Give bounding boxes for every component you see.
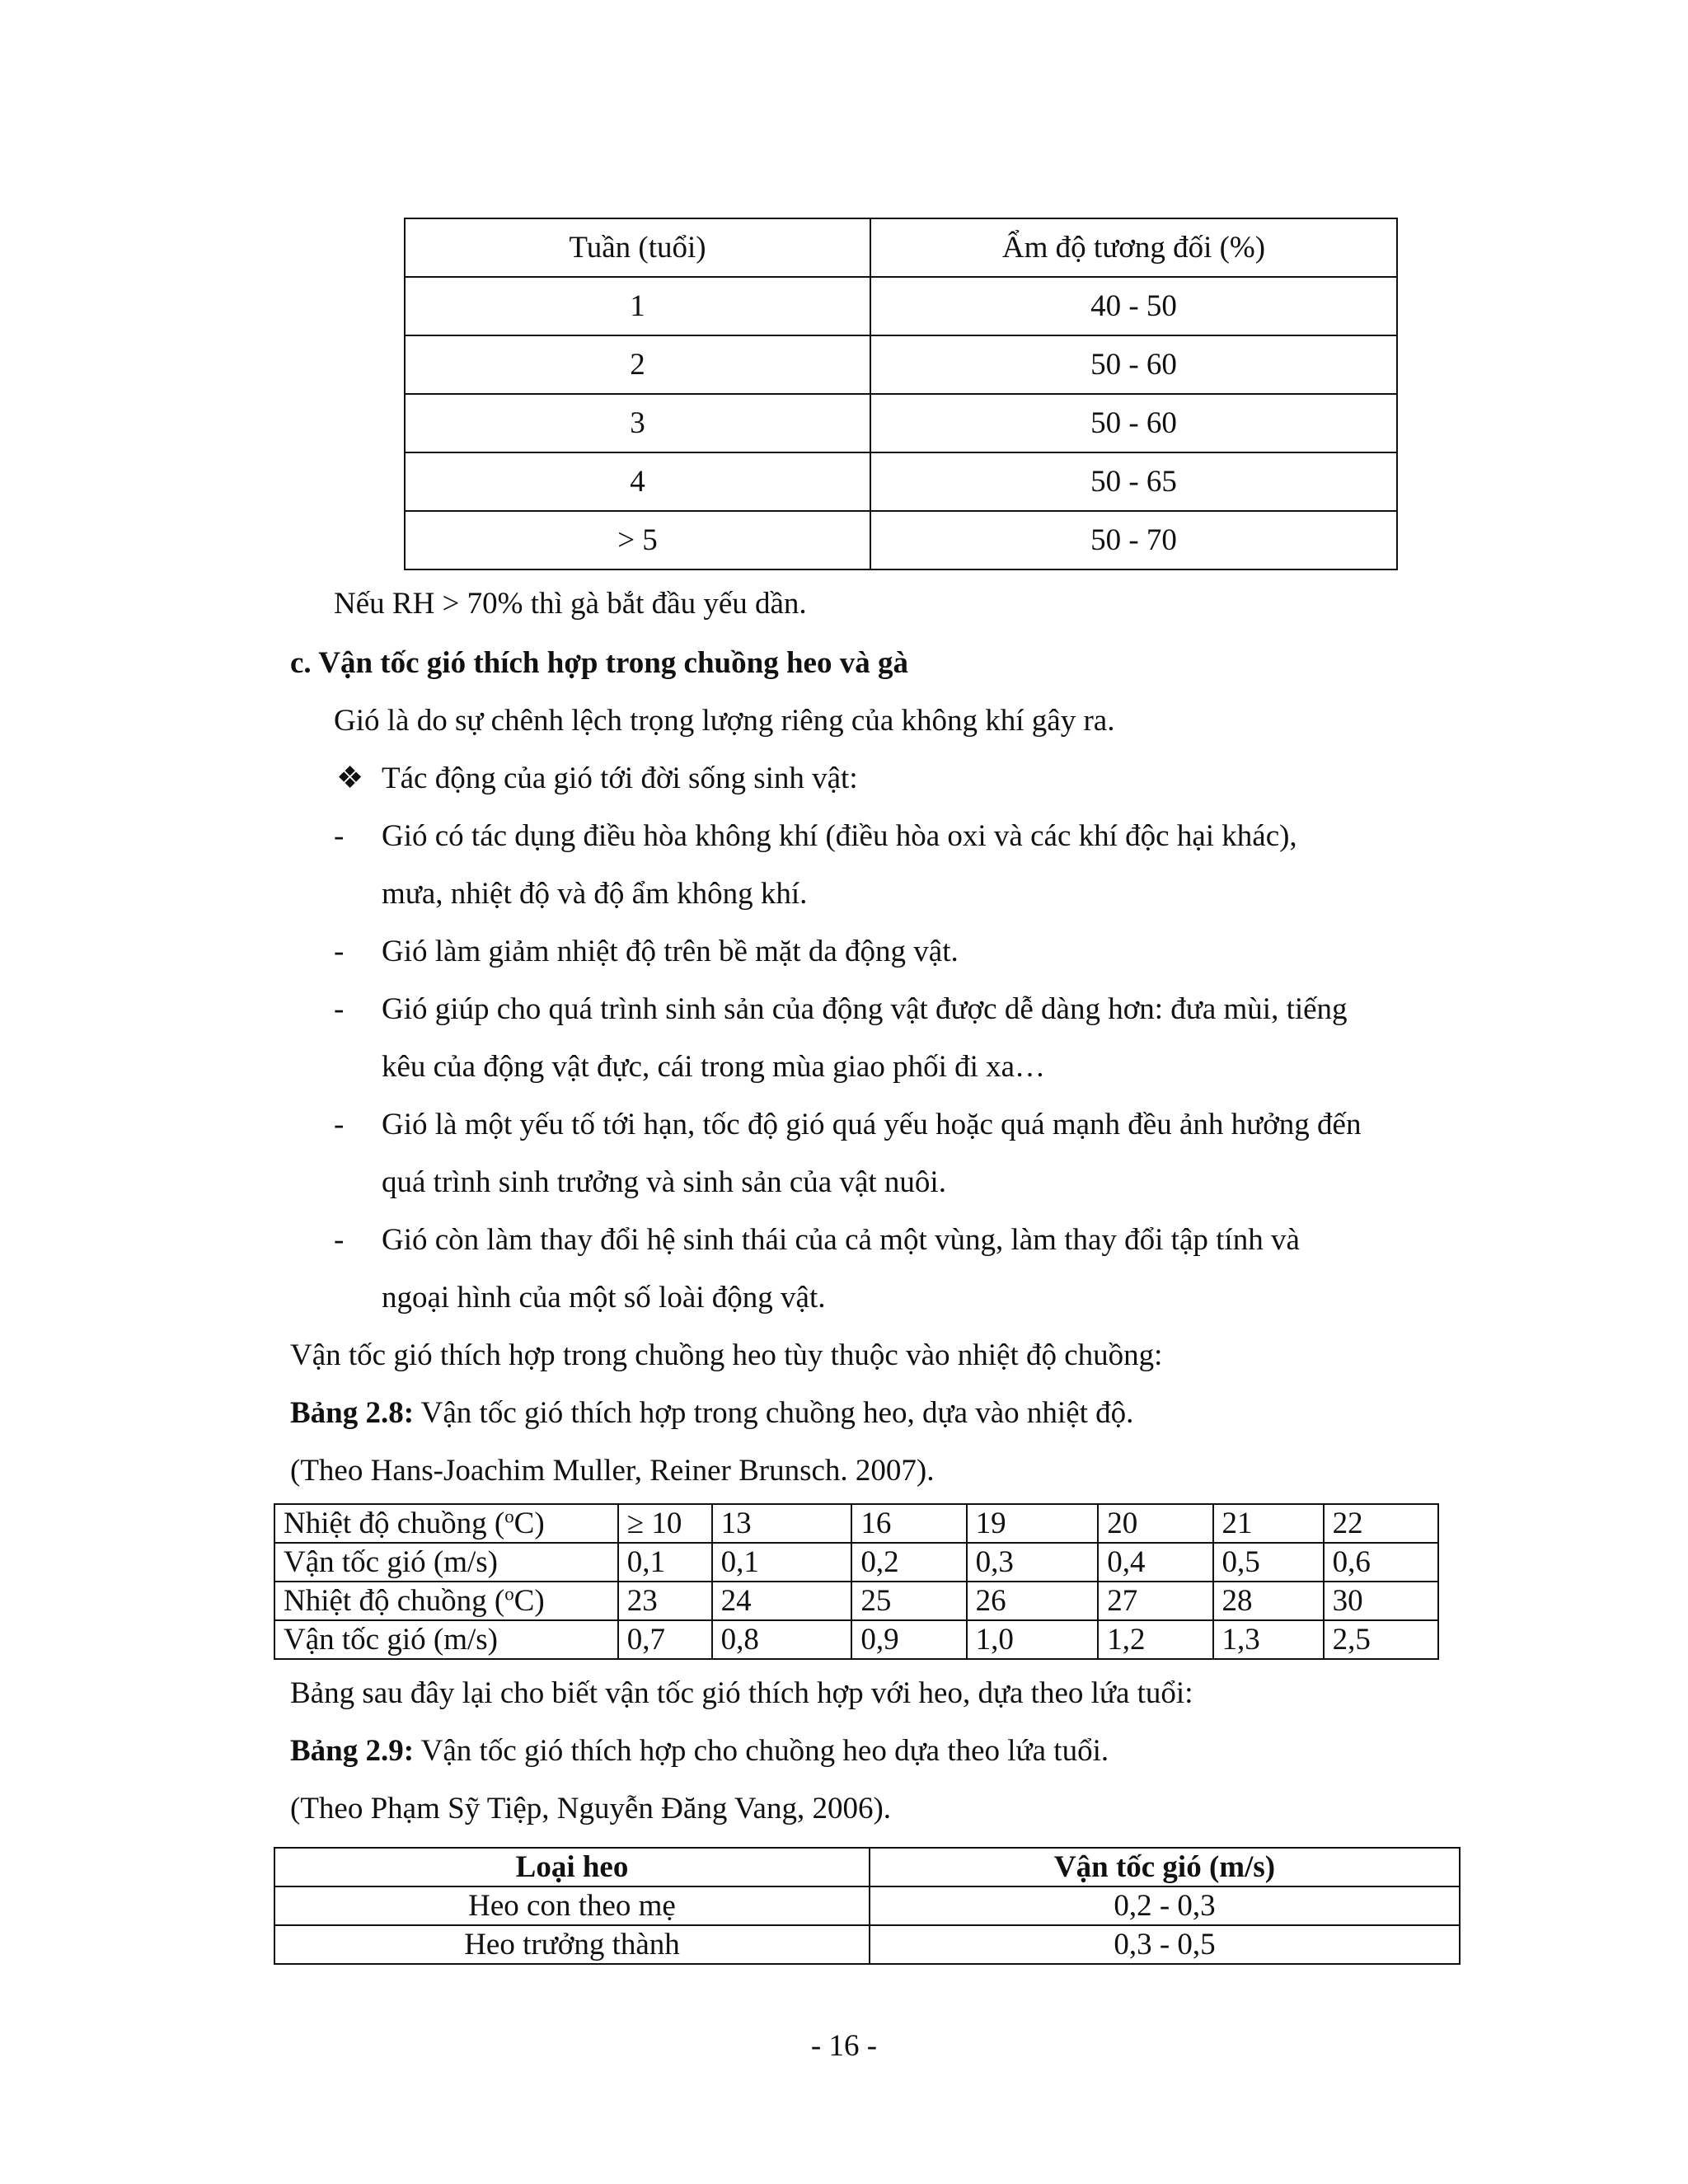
table-header-cell: Loại heo: [274, 1848, 870, 1886]
row-label-cell: [274, 1504, 618, 1543]
row-label-text: Nhiệt độ chuồng (: [284, 1507, 505, 1540]
table-cell: 0,3 - 0,5: [870, 1925, 1460, 1964]
table-cell: 0,4: [1098, 1543, 1212, 1582]
table-row: [274, 1620, 1438, 1659]
table-cell: > 5: [405, 511, 870, 569]
table-cell: 0,3: [967, 1543, 1099, 1582]
table-row: [274, 1925, 1460, 1964]
age-intro: Bảng sau đây lại cho biết vận tốc gió thích hợp với heo, dựa theo lứa tuổi:: [290, 1676, 1193, 1710]
table-row: [274, 1886, 1460, 1925]
table-cell: 21: [1213, 1504, 1324, 1543]
table-header-row: [405, 218, 1397, 277]
table-cell: 2,5: [1324, 1620, 1438, 1659]
table-cell: 0,1: [712, 1543, 852, 1582]
table-cell: 13: [712, 1504, 852, 1543]
table-cell: 25: [851, 1582, 966, 1620]
table-cell: 0,1: [618, 1543, 712, 1582]
row-label-cell: [274, 1582, 618, 1620]
dash-bullet: -: [334, 1108, 345, 1141]
table-cell: 3: [405, 394, 870, 452]
effect-line: mưa, nhiệt độ và độ ẩm không khí.: [382, 877, 808, 911]
table-cell: 4: [405, 452, 870, 511]
table-source: (Theo Hans-Joachim Muller, Reiner Brunsch. 2007).: [290, 1454, 935, 1488]
wind-temperature-table: [274, 1503, 1439, 1660]
row-label-text: Nhiệt độ chuồng (: [284, 1584, 505, 1618]
effect-line: Gió có tác dụng điều hòa không khí (điều hòa oxi và các khí độc hại khác),: [382, 819, 1297, 853]
table-header-row: [274, 1848, 1460, 1886]
section-heading: c. Vận tốc gió thích hợp trong chuồng heo và gà: [290, 646, 908, 680]
table-cell: 20: [1098, 1504, 1212, 1543]
dash-bullet: -: [334, 819, 345, 853]
table-cell: 50 - 65: [870, 452, 1397, 511]
table-cell: 27: [1098, 1582, 1212, 1620]
table-row: [405, 452, 1397, 511]
table-cell: 0,9: [851, 1620, 966, 1659]
table-row: [274, 1504, 1438, 1543]
table-source: (Theo Phạm Sỹ Tiệp, Nguyễn Đăng Vang, 2006).: [290, 1792, 892, 1825]
wind-definition: Gió là do sự chênh lệch trọng lượng riêng của không khí gây ra.: [334, 704, 1115, 738]
degree-sup: o: [504, 1583, 514, 1605]
effect-line: Gió làm giảm nhiệt độ trên bề mặt da động vật.: [382, 935, 959, 968]
table-cell: 22: [1324, 1504, 1438, 1543]
table-cell: 1: [405, 277, 870, 335]
table-cell: 0,2: [851, 1543, 966, 1582]
degree-sup: o: [504, 1506, 514, 1527]
table-header-cell: Tuần (tuổi): [405, 218, 870, 277]
table-caption-text: Vận tốc gió thích hợp trong chuồng heo, dựa vào nhiệt độ.: [414, 1396, 1134, 1430]
table-cell: ≥ 10: [618, 1504, 712, 1543]
table-cell: 1,3: [1213, 1620, 1324, 1659]
table-cell: 24: [712, 1582, 852, 1620]
table-label: Bảng 2.9:: [290, 1734, 415, 1768]
table-cell: 30: [1324, 1582, 1438, 1620]
table-header-cell: Ẩm độ tương đối (%): [870, 218, 1397, 277]
table-row: [405, 277, 1397, 335]
effects-heading: Tác động của gió tới đời sống sinh vật:: [382, 762, 858, 795]
wind-pig-type-table: [274, 1847, 1461, 1965]
rh-note: Nếu RH > 70% thì gà bắt đầu yếu dần.: [334, 587, 807, 621]
bullet-diamond-icon: ❖: [336, 762, 364, 795]
table-cell: 2: [405, 335, 870, 394]
row-label-unit: C): [513, 1584, 545, 1618]
table-cell: 16: [851, 1504, 966, 1543]
table-cell: 50 - 70: [870, 511, 1397, 569]
page-number: - 16 -: [810, 2029, 878, 2063]
table-cell: 40 - 50: [870, 277, 1397, 335]
table-cell: 28: [1213, 1582, 1324, 1620]
dash-bullet: -: [334, 935, 345, 968]
table-caption: [290, 1736, 1109, 1766]
effect-line: Gió còn làm thay đổi hệ sinh thái của cả một vùng, làm thay đổi tập tính và: [382, 1223, 1300, 1257]
table-row: [405, 335, 1397, 394]
table-cell: 23: [618, 1582, 712, 1620]
table-cell: 0,7: [618, 1620, 712, 1659]
table-cell: 0,2 - 0,3: [870, 1886, 1460, 1925]
table-cell: 0,8: [712, 1620, 852, 1659]
table-cell: Heo trưởng thành: [274, 1925, 870, 1964]
table-cell: 0,5: [1213, 1543, 1324, 1582]
dash-bullet: -: [334, 992, 345, 1026]
effect-line: quá trình sinh trưởng và sinh sản của vật nuôi.: [382, 1165, 946, 1199]
table-row: [274, 1582, 1438, 1620]
table-cell: 1,0: [967, 1620, 1099, 1659]
effect-line: kêu của động vật đực, cái trong mùa giao phối đi xa…: [382, 1050, 1046, 1084]
table-cell: 19: [967, 1504, 1099, 1543]
table-cell: 50 - 60: [870, 394, 1397, 452]
effect-line: Gió giúp cho quá trình sinh sản của động vật được dễ dàng hơn: đưa mùi, tiếng: [382, 992, 1348, 1026]
table-label: Bảng 2.8:: [290, 1396, 415, 1430]
row-label-unit: C): [513, 1507, 545, 1540]
table-row: [405, 511, 1397, 569]
table-header-cell: Vận tốc gió (m/s): [870, 1848, 1460, 1886]
table-caption: [290, 1398, 1133, 1428]
table-row: [274, 1543, 1438, 1582]
effect-line: ngoại hình của một số loài động vật.: [382, 1281, 826, 1315]
table-row: [405, 394, 1397, 452]
row-label-cell: Vận tốc gió (m/s): [274, 1620, 618, 1659]
table-cell: 26: [967, 1582, 1099, 1620]
table-cell: 1,2: [1098, 1620, 1212, 1659]
humidity-table: [404, 218, 1398, 570]
table-caption-text: Vận tốc gió thích hợp cho chuồng heo dựa theo lứa tuổi.: [414, 1734, 1109, 1768]
pig-wind-intro: Vận tốc gió thích hợp trong chuồng heo tùy thuộc vào nhiệt độ chuồng:: [290, 1338, 1163, 1372]
table-cell: Heo con theo mẹ: [274, 1886, 870, 1925]
table-cell: 50 - 60: [870, 335, 1397, 394]
row-label-cell: Vận tốc gió (m/s): [274, 1543, 618, 1582]
dash-bullet: -: [334, 1223, 345, 1257]
table-cell: 0,6: [1324, 1543, 1438, 1582]
effect-line: Gió là một yếu tố tới hạn, tốc độ gió quá yếu hoặc quá mạnh đều ảnh hưởng đến: [382, 1108, 1362, 1141]
